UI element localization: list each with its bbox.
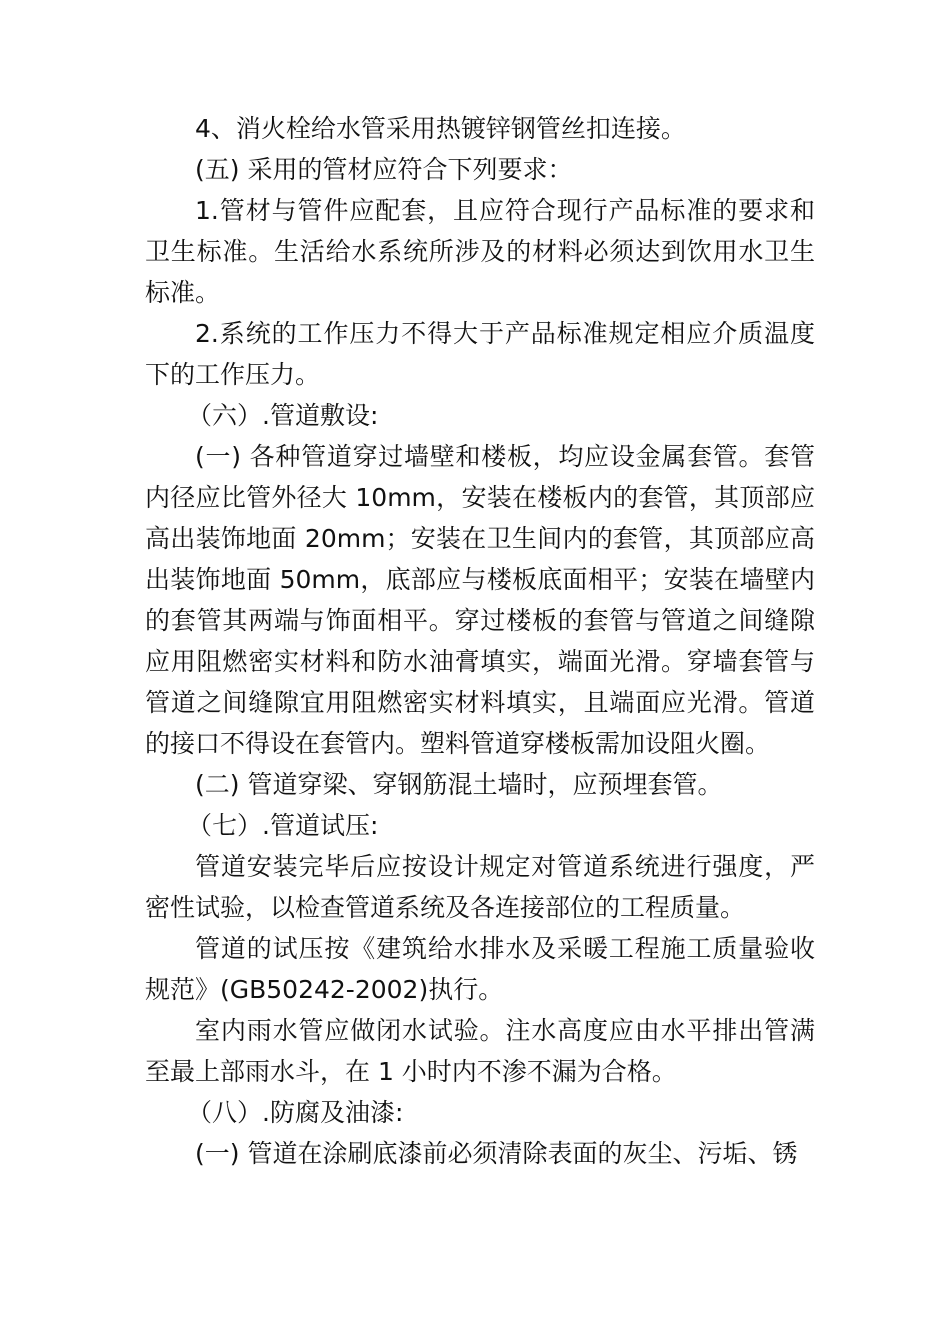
paragraph-embedded-casing: (二) 管道穿梁、穿钢筋混土墙时，应预埋套管。 bbox=[195, 770, 723, 799]
paragraph-primer-cleaning: (一) 管道在涂刷底漆前必须清除表面的灰尘、污垢、锈 bbox=[195, 1139, 798, 1168]
paragraph-rainwater-test: 室内雨水管应做闭水试验。注水高度应由水平排出管满至最上部雨水斗，在 1 小时内不渗不漏为合格。 bbox=[145, 1016, 815, 1086]
paragraph-strength-test: 管道安装完毕后应按设计规定对管道系统进行强度，严密性试验，以检查管道系统及各连接部位的工程质量。 bbox=[145, 852, 815, 922]
paragraph-casing-pipes: (一) 各种管道穿过墙壁和楼板，均应设金属套管。套管内径应比管外径大 10mm，安装在楼板内的套管，其顶部应高出装饰地面 20mm；安装在卫生间内的套管，其顶部应高出装饰地面 50mm，底部应与楼板底面相平；安装在墙壁内的套管其两端与饰面相平。穿过楼板的套管与管道之间缝隙应用阻燃密实材料和防水油膏填实，端面光滑。穿墙套管与管道之间缝隙宜用阻燃密实材料填实，且端面应光滑。管道的接口不得设在套管内。塑料管道穿楼板需加设阻火圈。 bbox=[145, 442, 815, 758]
document-body bbox=[145, 108, 815, 1174]
paragraph-hydrant-pipe: 4、消火栓给水管采用热镀锌钢管丝扣连接。 bbox=[195, 114, 686, 143]
section-heading-pressure-test: （七）.管道试压: bbox=[187, 811, 379, 840]
paragraph-test-standard: 管道的试压按《建筑给水排水及采暖工程施工质量验收规范》(GB50242-2002)执行。 bbox=[145, 934, 815, 1004]
paragraph-requirement-1: 1.管材与管件应配套，且应符合现行产品标准的要求和卫生标准。生活给水系统所涉及的材料必须达到饮用水卫生标准。 bbox=[145, 196, 815, 307]
paragraph-requirement-2: 2.系统的工作压力不得大于产品标准规定相应介质温度下的工作压力。 bbox=[145, 319, 815, 389]
paragraph-pipe-material-requirements: (五) 采用的管材应符合下列要求： bbox=[195, 155, 573, 184]
section-heading-pipe-laying: （六）.管道敷设: bbox=[187, 401, 379, 430]
section-heading-anticorrosion: （八）.防腐及油漆: bbox=[187, 1098, 404, 1127]
